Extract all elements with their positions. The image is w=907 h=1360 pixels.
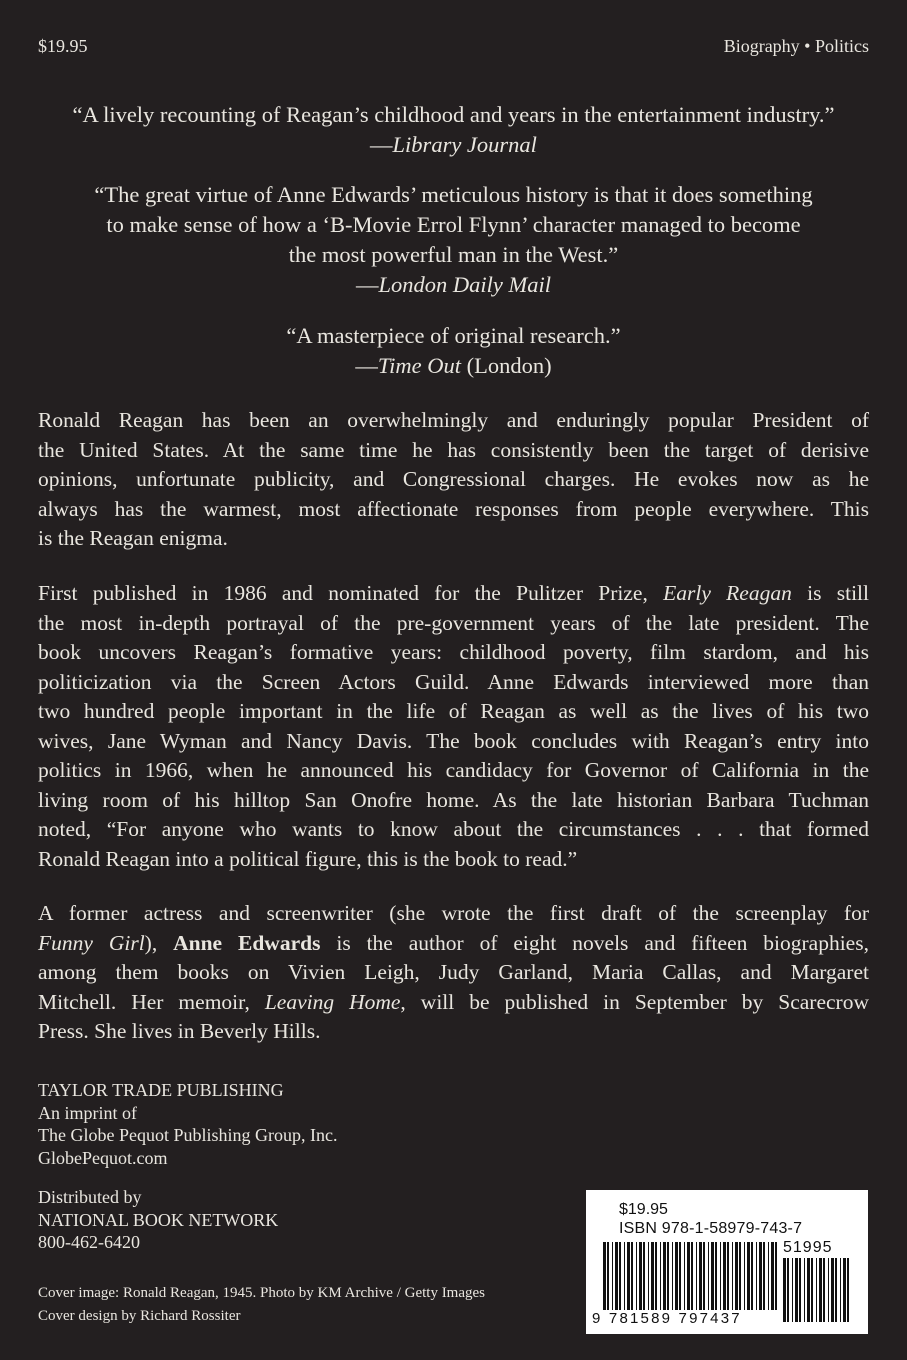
barcode-bar bbox=[711, 1242, 714, 1310]
barcode-bar bbox=[679, 1242, 681, 1310]
barcode-bar bbox=[672, 1242, 673, 1310]
description-paragraph-1: Ronald Reagan has been an overwhelmingly and enduringly popular President of the United States. At the same time he has consistently been the target of derisive opinions, unfortunate publicity, and Congressional charges. He evokes now as he always has the warmest, most affectionate responses from people everywhere. This is the Reagan enigma. bbox=[38, 408, 869, 550]
barcode-bar bbox=[783, 1258, 786, 1322]
barcode-bar bbox=[759, 1242, 762, 1310]
blurb-text: “A masterpiece of original research.” bbox=[286, 323, 621, 348]
barcode-bar bbox=[636, 1242, 637, 1310]
barcode-bar bbox=[675, 1242, 678, 1310]
category-label: Biography • Politics bbox=[723, 36, 869, 56]
book-title: Early Reagan bbox=[663, 581, 792, 605]
barcode-bar bbox=[843, 1258, 846, 1322]
barcode-isbn: ISBN 978-1-58979-743-7 bbox=[619, 1220, 803, 1237]
barcode-addon-number: 51995 bbox=[783, 1239, 833, 1256]
barcode-bar bbox=[663, 1242, 666, 1310]
barcode-bar bbox=[715, 1242, 717, 1310]
barcode-bar bbox=[660, 1242, 661, 1310]
distributor-info: Distributed by NATIONAL BOOK NETWORK 800-462-6420 bbox=[38, 1187, 279, 1252]
blurb-text-line: the most powerful man in the West.” bbox=[288, 242, 619, 267]
author-bio: A former actress and screenwriter (she wrote the first draft of the screenplay for Funny Girl), Anne Edwards is the author of eight novels and fifteen biographies, among them books on Vivien Leigh, Judy Garland, Maria Callas, and Margaret Mitchell. Her memoir, Leaving Home, will be published in September by Scarecrow Press. She lives in Beverly Hills. bbox=[38, 901, 869, 1043]
barcode-bar bbox=[720, 1242, 721, 1310]
barcode-bar bbox=[703, 1242, 705, 1310]
barcode-bar bbox=[795, 1258, 798, 1322]
barcode-bar bbox=[619, 1242, 621, 1310]
barcode-bar bbox=[708, 1242, 709, 1310]
barcode-bar bbox=[739, 1242, 741, 1310]
barcode-bar bbox=[687, 1242, 690, 1310]
barcode-bar bbox=[691, 1242, 693, 1310]
barcode-bar bbox=[631, 1242, 633, 1310]
barcode-bar bbox=[667, 1242, 669, 1310]
barcode-bar bbox=[835, 1258, 837, 1322]
isbn-barcode bbox=[586, 1190, 868, 1334]
blurb-text: “A lively recounting of Reagan’s childhood and years in the entertainment industry.” bbox=[72, 102, 835, 127]
barcode-bar bbox=[775, 1242, 777, 1310]
barcode-bar bbox=[756, 1242, 757, 1310]
barcode-bar bbox=[603, 1242, 606, 1310]
description-paragraph-2: First published in 1986 and nominated for the Pulitzer Prize, Early Reagan is still the most in-depth portrayal of the pre-government years of the late president. The book uncovers Reagan’s formative years: childhood poverty, film stardom, and his politicization via the Screen Actors Guild. Anne Edwards interviewed more than two hundred people important in the life of Reagan as well as the lives of his two wives, Jane Wyman and Nancy Davis. The book concludes with Reagan’s entry into politics in 1966, when he announced his candidacy for Governor of California in the living room of his hilltop San Onofre home. As the late historian Barbara Tuchman noted, “For anyone who wants to know about the circumstances . . . that formed Ronald Reagan into a political figure, this is the book to read.” bbox=[38, 581, 870, 871]
blurb-attribution: —Time Out (London) bbox=[355, 353, 552, 378]
blurb-attribution: —Library Journal bbox=[370, 132, 537, 157]
barcode-bar bbox=[627, 1242, 630, 1310]
barcode-bar bbox=[811, 1258, 813, 1322]
cover-price: $19.95 bbox=[38, 36, 88, 56]
barcode-bar bbox=[612, 1242, 613, 1310]
blurb-time-out bbox=[0, 321, 907, 381]
barcode-bar bbox=[763, 1242, 765, 1310]
author-name: Anne Edwards bbox=[173, 930, 321, 955]
cover-credits: Cover image: Ronald Reagan, 1945. Photo by KM Archive / Getty Images Cover design by Richard Rossiter bbox=[38, 1285, 486, 1324]
barcode-bar bbox=[744, 1242, 745, 1310]
barcode-bar bbox=[696, 1242, 697, 1310]
barcode-bar bbox=[819, 1258, 822, 1322]
barcode-bar bbox=[823, 1258, 825, 1322]
blurb-london-daily-mail bbox=[0, 180, 907, 300]
barcode-bar bbox=[607, 1242, 609, 1310]
barcode-bar bbox=[787, 1258, 789, 1322]
barcode-bar bbox=[828, 1258, 829, 1322]
publisher-info: TAYLOR TRADE PUBLISHING An imprint of The Globe Pequot Publishing Group, Inc. GlobePequot.com bbox=[38, 1080, 338, 1168]
barcode-bar bbox=[655, 1242, 657, 1310]
barcode-bar bbox=[840, 1258, 841, 1322]
barcode-bar bbox=[639, 1242, 642, 1310]
blurb-text-line: “The great virtue of Anne Edwards’ meticulous history is that it does something bbox=[94, 182, 813, 207]
barcode-bar bbox=[684, 1242, 685, 1310]
barcode-bar bbox=[732, 1242, 733, 1310]
barcode-bar bbox=[651, 1242, 654, 1310]
barcode-bar bbox=[847, 1258, 849, 1322]
barcode-bar bbox=[807, 1258, 810, 1322]
barcode-bar bbox=[831, 1258, 834, 1322]
barcode-bar bbox=[723, 1242, 726, 1310]
blurb-attribution: —London Daily Mail bbox=[356, 272, 551, 297]
barcode-bar bbox=[735, 1242, 738, 1310]
barcode-bar bbox=[727, 1242, 729, 1310]
barcode-bar bbox=[643, 1242, 645, 1310]
barcode-bar bbox=[799, 1258, 801, 1322]
barcode-bar bbox=[768, 1242, 769, 1310]
barcode-bar bbox=[816, 1258, 817, 1322]
barcode-bar bbox=[624, 1242, 625, 1310]
barcode-digits: 9 781589 797437 bbox=[592, 1310, 742, 1327]
barcode-bar bbox=[615, 1242, 618, 1310]
barcode-bar bbox=[699, 1242, 702, 1310]
blurb-library-journal bbox=[0, 100, 907, 160]
blurb-text-line: to make sense of how a ‘B-Movie Errol Flynn’ character managed to become bbox=[106, 212, 801, 237]
barcode-price: $19.95 bbox=[619, 1201, 668, 1218]
barcode-bar bbox=[648, 1242, 649, 1310]
barcode-bar bbox=[771, 1242, 774, 1310]
barcode-bar bbox=[747, 1242, 750, 1310]
barcode-bar bbox=[804, 1258, 805, 1322]
barcode-bar bbox=[792, 1258, 793, 1322]
barcode-bar bbox=[751, 1242, 753, 1310]
